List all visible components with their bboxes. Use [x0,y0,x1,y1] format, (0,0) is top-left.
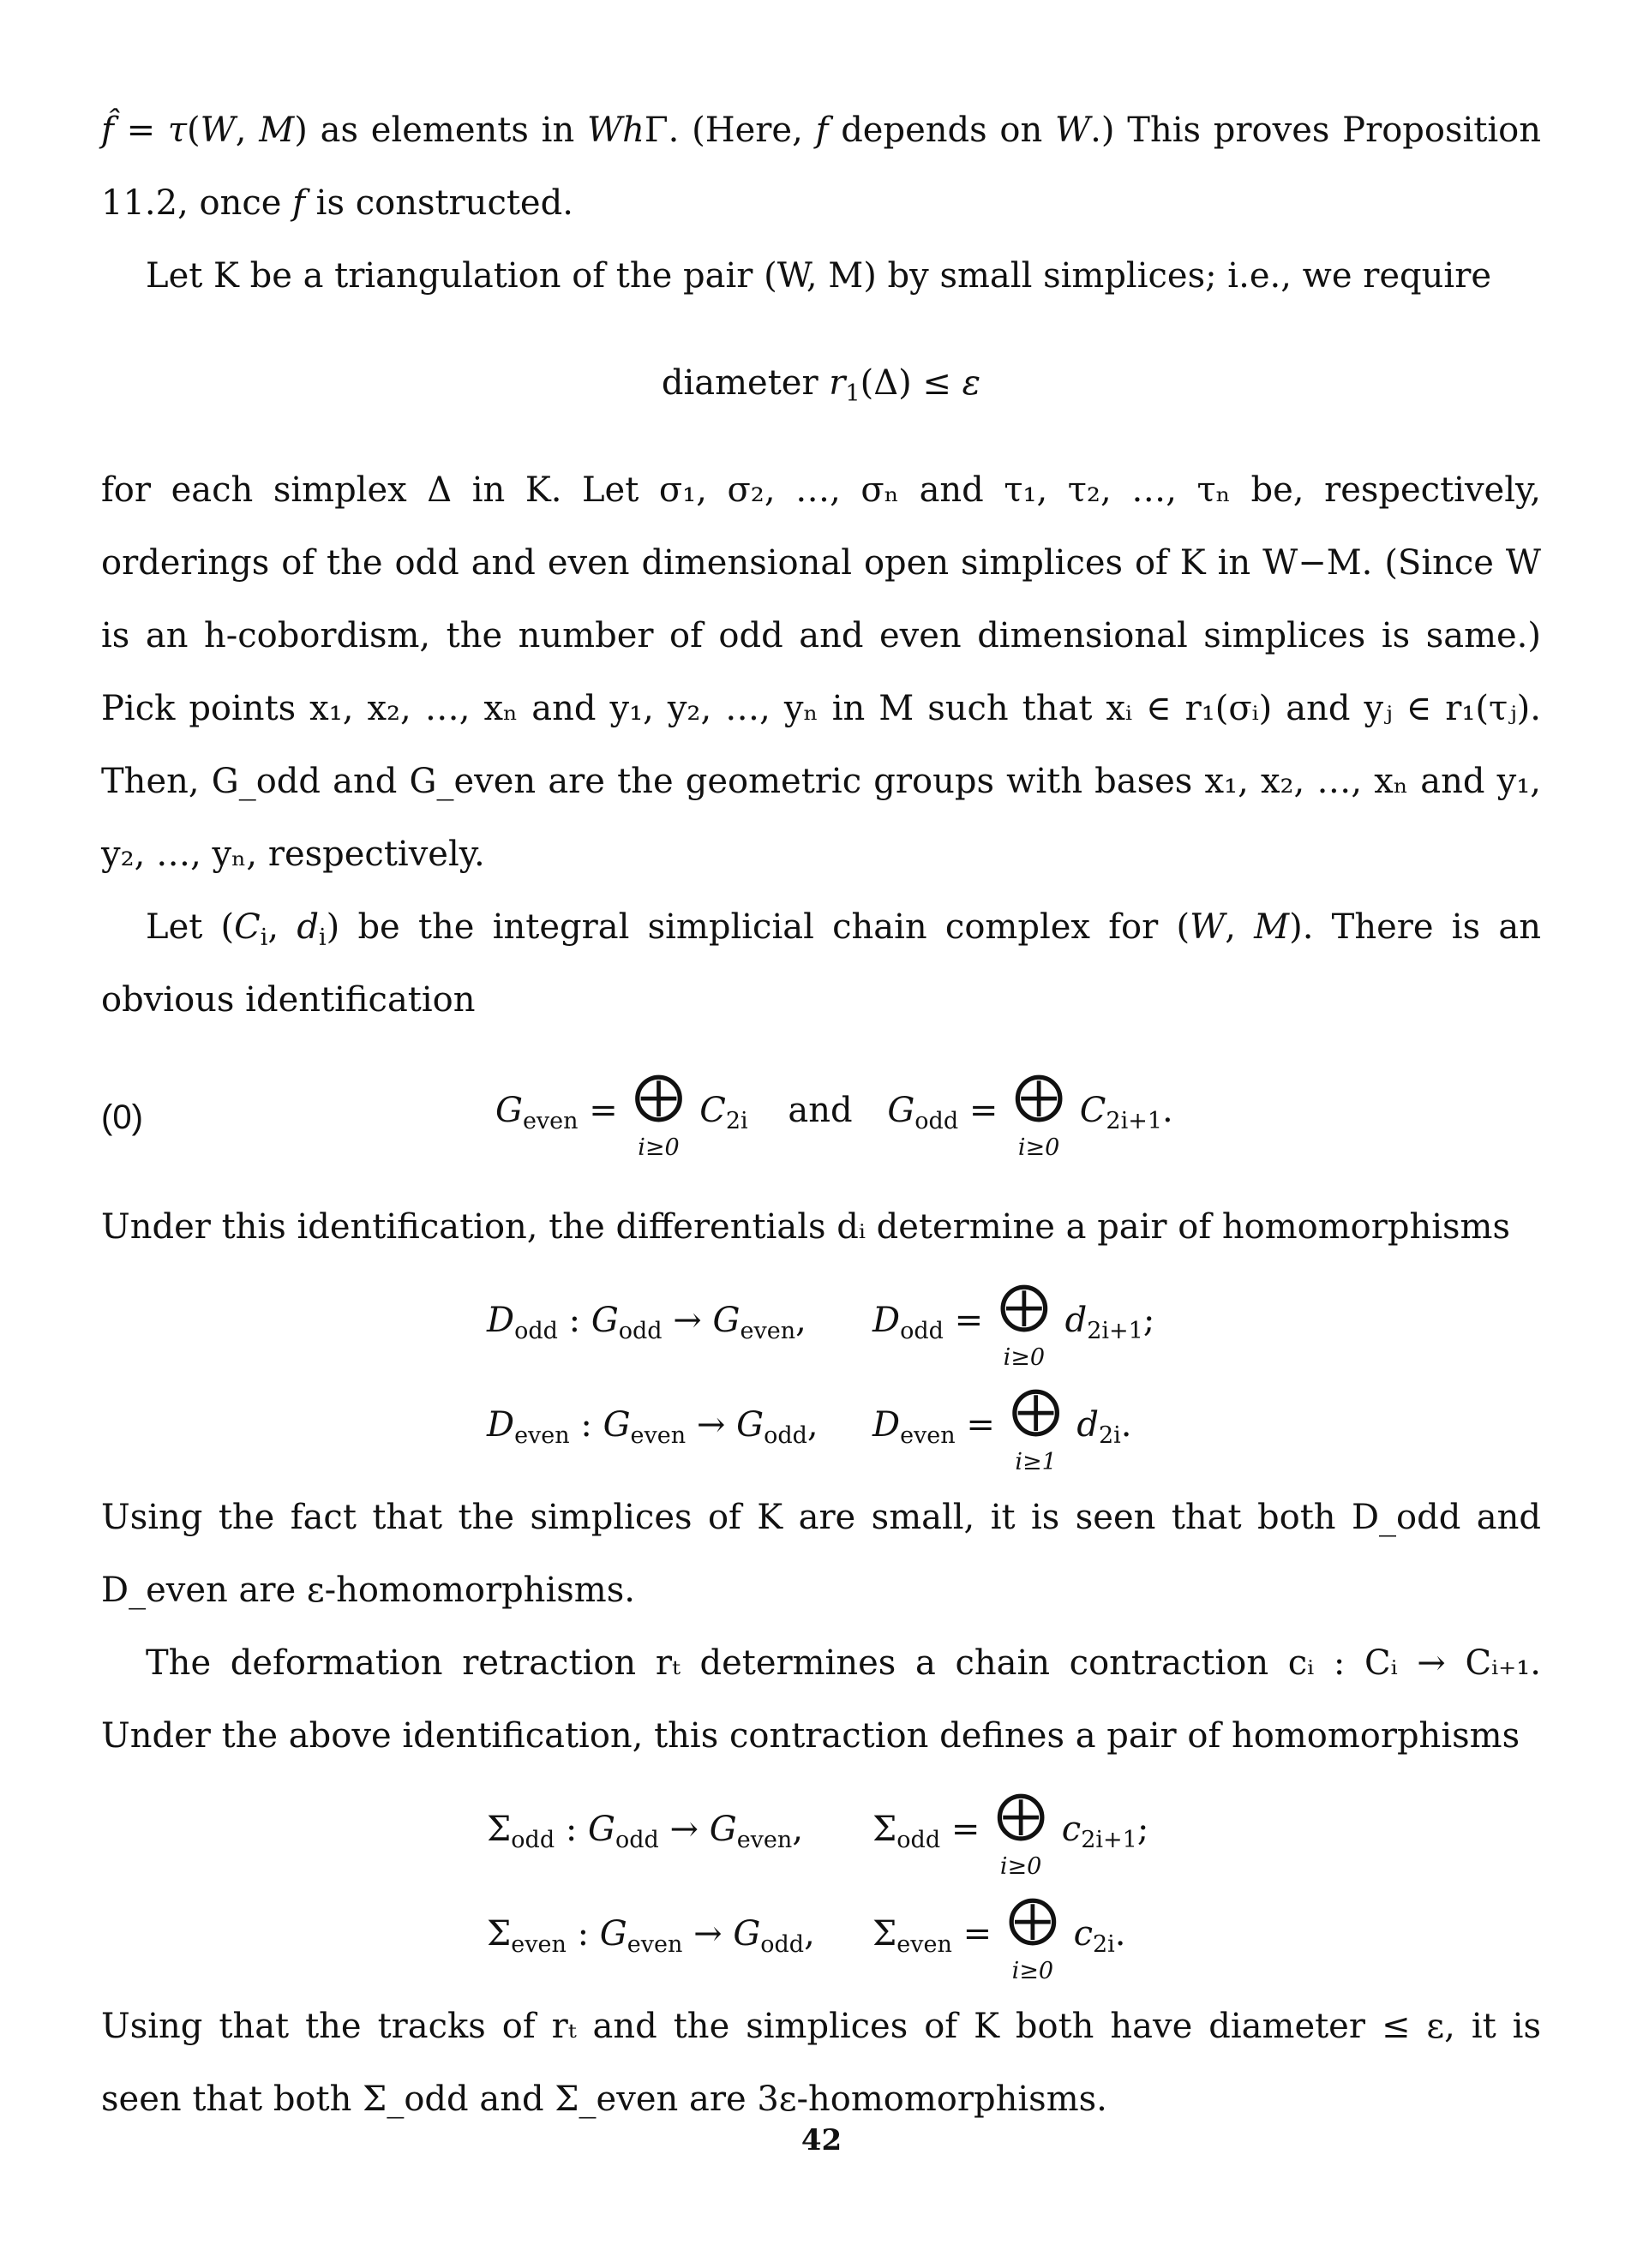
page-number: 42 [801,2123,842,2157]
equation-label: (0) [101,1098,143,1136]
paragraph-1: f̂ = τ(W, M) as elements in WhΓ. (Here, f depends on W.) This proves Proposition 11.2, once f is constructed. [101,111,1542,223]
equation-Sigma: $\Sigma_{odd}$ : $G_{odd} \to G_{even}$, $\Sigma_{odd}$ = ⨁ i≥0 $c_{2i+1}$; $\Sigma_{even}$ : $G_{even} \to G_{odd}$, $\Sigma_{even}$ = ⨁ i≥0 $c_{2i}$. [487,1785,1149,1984]
page-body [101,94,1541,2136]
paragraph-4: Let ($C_i$, $d_i$) be the integral simplicial chain complex for (W, M). There is an obvious identification [101,907,1541,1020]
paragraph-6: Using the fact that the simplices of K are small, it is seen that both D_odd and D_even are ε-homomorphisms. [101,1498,1541,1610]
equation-diameter: diameter $r_1(\Delta) \le \varepsilon$ [661,363,981,407]
paragraph-3: for each simplex Δ in K. Let σ₁, σ₂, …, σₙ and τ₁, τ₂, …, τₙ be, respectively, orderings of the odd and even dimensional open simplices of K in W−M. (Since W is an h-cobordism, the number of odd and even dimensional simplices is same.) Pick points x₁, x₂, …, xₙ and y₁, y₂, …, yₙ in M such that xᵢ ∈ r₁(σᵢ) and yⱼ ∈ r₁(τⱼ). Then, G_odd and G_even are the geometric groups with bases x₁, x₂, …, xₙ and y₁, y₂, …, yₙ, respectively. [101,470,1541,874]
paragraph-2: Let K be a triangulation of the pair (W, M) by small simplices; i.e., we require [146,256,1491,296]
paragraph-8: Using that the tracks of rₜ and the simplices of K both have diameter ≤ ε, it is seen that both Σ_odd and Σ_even are 3ε-homomorphisms. [101,2007,1541,2119]
equation-0: (0) $G_{even}$ = ⨁ i≥0 $C_{2i}$ and $G_{odd}$ = ⨁ i≥0 $C_{2i+1}$. [101,1066,1173,1161]
paragraph-7: The deformation retraction rₜ determines a chain contraction cᵢ : Cᵢ → Cᵢ₊₁. Under the above identification, this contraction defines a pair of homomorphisms [101,1643,1541,1756]
equation-D: $D_{odd}$ : $G_{odd} \to G_{even}$, $D_{odd}$ = ⨁ i≥0 $d_{2i+1}$; $D_{even}$ : $G_{even} \to G_{odd}$, $D_{even}$ = ⨁ i≥1 $d_{2i}$. [487,1276,1155,1475]
paragraph-5: Under this identification, the differentials dᵢ determine a pair of homomorphisms [101,1207,1511,1247]
